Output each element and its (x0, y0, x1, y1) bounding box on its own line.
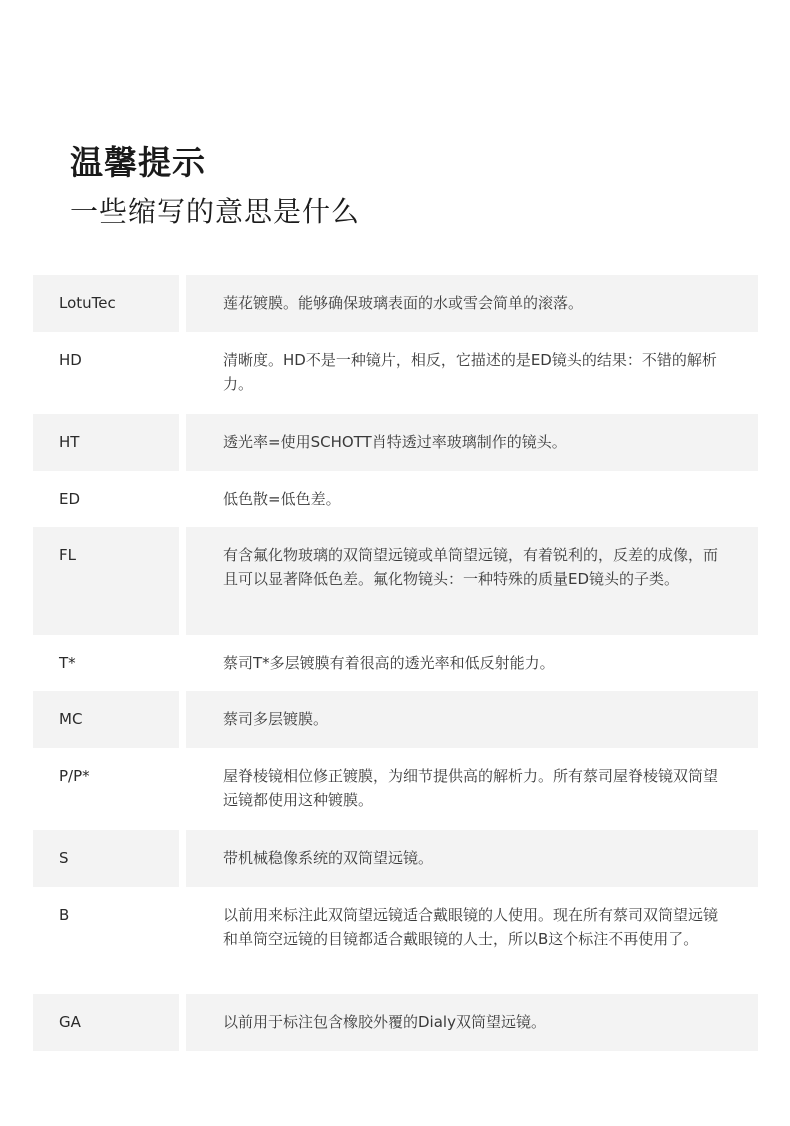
description-cell: 低色散=低色差。 (223, 490, 341, 508)
term-cell: P/P* (59, 767, 90, 785)
table-row (33, 748, 758, 830)
table-row (33, 332, 758, 414)
term-cell: FL (33, 527, 179, 635)
page-title: 温馨提示 (70, 143, 206, 182)
table-row (33, 691, 758, 748)
description-cell: 有含氟化物玻璃的双筒望远镜或单筒望远镜，有着锐利的，反差的成像，而且可以显著降低色差。氟化物镜头：一种特殊的质量ED镜头的子类。 (186, 527, 758, 635)
table-row (33, 830, 758, 887)
abbreviation-table (33, 275, 758, 1051)
description-cell: 蔡司多层镀膜。 (186, 691, 758, 748)
term-cell: MC (33, 691, 179, 748)
page-subtitle: 一些缩写的意思是什么 (70, 195, 361, 228)
table-row (33, 275, 758, 332)
description-cell: 莲花镀膜。能够确保玻璃表面的水或雪会简单的滚落。 (186, 275, 758, 332)
description-cell: 透光率=使用SCHOTT肖特透过率玻璃制作的镜头。 (186, 414, 758, 471)
table-row (33, 414, 758, 471)
term-cell: S (33, 830, 179, 887)
description-cell: 以前用来标注此双筒望远镜适合戴眼镜的人使用。现在所有蔡司双筒望远镜和单筒空远镜的目镜都适合戴眼镜的人士，所以B这个标注不再使用了。 (223, 906, 719, 948)
term-cell: HT (33, 414, 179, 471)
description-cell: 以前用于标注包含橡胶外覆的Dialy双筒望远镜。 (186, 994, 758, 1051)
table-row (33, 527, 758, 635)
table-row (33, 635, 758, 691)
table-row (33, 471, 758, 527)
description-cell: 蔡司T*多层镀膜有着很高的透光率和低反射能力。 (223, 654, 555, 672)
term-cell: ED (59, 490, 81, 508)
term-cell: B (59, 906, 70, 924)
term-cell: HD (59, 351, 82, 369)
term-cell: GA (33, 994, 179, 1051)
description-cell: 带机械稳像系统的双筒望远镜。 (186, 830, 758, 887)
table-row (33, 994, 758, 1051)
table-row (33, 887, 758, 994)
term-cell: T* (59, 654, 76, 672)
description-cell: 清晰度。HD不是一种镜片，相反，它描述的是ED镜头的结果：不错的解析力。 (223, 351, 717, 393)
description-cell: 屋脊棱镜相位修正镀膜，为细节提供高的解析力。所有蔡司屋脊棱镜双筒望远镜都使用这种镀膜。 (223, 767, 719, 809)
term-cell: LotuTec (33, 275, 179, 332)
